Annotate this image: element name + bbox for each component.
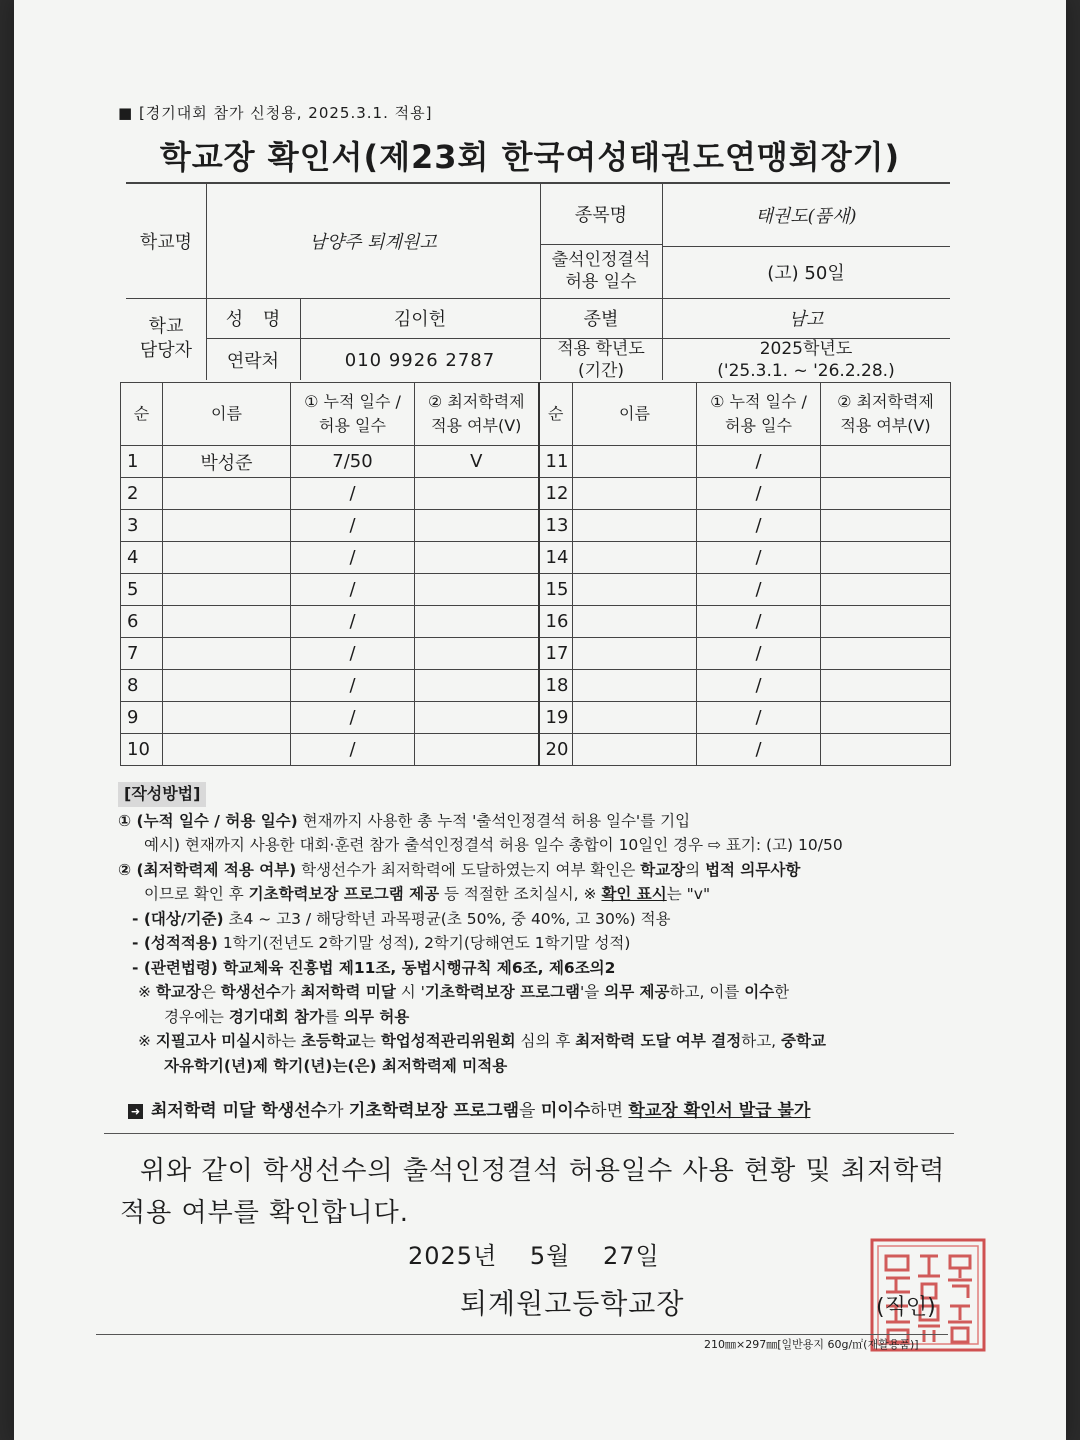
note-1-m: 한 bbox=[774, 983, 790, 1001]
roster-cell-left-name bbox=[163, 638, 291, 670]
year-value-line2: ('25.3.1. ~ '26.2.28.) bbox=[717, 361, 895, 381]
roster-cell-left-name bbox=[163, 510, 291, 542]
instruction-2-line2-a: 이므로 확인 후 bbox=[144, 885, 249, 903]
roster-cell-left-name: 박성준 bbox=[163, 446, 291, 478]
note-2-g: 심의 후 bbox=[515, 1032, 576, 1050]
document-title: 학교장 확인서(제23회 한국여성태권도연맹회장기) bbox=[159, 138, 901, 176]
header-days-right-line1: ① 누적 일수 / bbox=[710, 392, 807, 411]
roster-cell-right-days: / bbox=[697, 510, 821, 542]
notice-e: 미이수 bbox=[540, 1101, 591, 1121]
roster-cell-left-check bbox=[415, 638, 539, 670]
header-days-left-line2: 허용 일수 bbox=[319, 416, 386, 435]
roster-cell-right-name bbox=[573, 510, 697, 542]
note-1-d: 학생선수 bbox=[220, 983, 281, 1001]
contact-value: 010 9926 2787 bbox=[344, 349, 496, 371]
note-1-h: 기초학력보장 프로그램 bbox=[424, 983, 581, 1001]
roster-cell-left-no: 5 bbox=[121, 574, 163, 606]
roster-cell-right-check bbox=[821, 670, 951, 702]
detail-1-label: - (대상/기준) bbox=[132, 909, 224, 928]
roster-cell-right-days: / bbox=[697, 574, 821, 606]
roster-cell-right-days: / bbox=[697, 606, 821, 638]
note-2-h: 최저학력 도달 여부 결정 bbox=[575, 1032, 742, 1050]
note-1-i: '을 bbox=[580, 983, 605, 1001]
roster-cell-right-check bbox=[821, 574, 951, 606]
note-1-c: 은 bbox=[200, 983, 221, 1001]
roster-cell-left-days: / bbox=[291, 670, 415, 702]
detail-2-label: - (성적적용) bbox=[132, 934, 218, 952]
header-name-left: 이름 bbox=[163, 383, 291, 446]
instruction-2-line2-c: 등 적절한 조치실시, ※ bbox=[439, 885, 602, 903]
date-day: 27일 bbox=[603, 1242, 660, 1270]
note-1-line2-c: 를 bbox=[324, 1007, 344, 1026]
notice-b: 가 bbox=[327, 1101, 349, 1121]
roster-cell-left-days: / bbox=[291, 734, 415, 766]
instruction-2-text-a: 학생선수가 최저학력에 도달하였는지 여부 확인은 bbox=[296, 860, 641, 879]
roster-cell-left-check: V bbox=[415, 446, 539, 478]
roster-cell-left-name bbox=[163, 574, 291, 606]
form-code: ■ [경기대회 참가 신청용, 2025.3.1. 적용] bbox=[118, 104, 433, 122]
roster-cell-right-no: 19 bbox=[539, 702, 573, 734]
roster-cell-left-days: / bbox=[291, 606, 415, 638]
notice-d: 을 bbox=[519, 1101, 541, 1121]
school-name-label: 학교명 bbox=[139, 232, 193, 253]
instruction-1-label: ① (누적 일수 / 허용 일수) bbox=[118, 811, 298, 830]
roster-cell-left-name bbox=[163, 606, 291, 638]
table-row bbox=[121, 670, 951, 702]
note-1-l: 이수 bbox=[744, 983, 775, 1001]
roster-cell-left-name bbox=[163, 734, 291, 766]
header-days-right-line2: 허용 일수 bbox=[725, 416, 792, 435]
roster-cell-left-name bbox=[163, 702, 291, 734]
name-label: 성 명 bbox=[225, 309, 281, 330]
roster-cell-right-days: / bbox=[697, 734, 821, 766]
roster-cell-left-no: 1 bbox=[121, 446, 163, 478]
header-min-right-line2: 적용 여부(V) bbox=[840, 416, 931, 435]
roster-cell-right-no: 11 bbox=[539, 446, 573, 478]
note-1-k: 하고, 이를 bbox=[669, 983, 745, 1001]
instruction-2-text-c: 의 bbox=[685, 860, 706, 879]
roster-cell-right-name bbox=[573, 574, 697, 606]
table-row bbox=[121, 734, 951, 766]
arrow-right-icon: ➜ bbox=[128, 1104, 143, 1119]
roster-cell-left-no: 8 bbox=[121, 670, 163, 702]
instruction-2-bold-d: 법적 의무사항 bbox=[705, 860, 801, 879]
roster-cell-right-days: / bbox=[697, 542, 821, 574]
roster-cell-right-name bbox=[573, 542, 697, 574]
school-name-value: 남양주 퇴계원고 bbox=[309, 232, 437, 253]
roster-cell-right-days: / bbox=[697, 702, 821, 734]
header-min-left-line2: 적용 여부(V) bbox=[431, 416, 522, 435]
roster-cell-left-no: 2 bbox=[121, 478, 163, 510]
note-1-b: 학교장 bbox=[155, 983, 201, 1001]
header-name-right: 이름 bbox=[573, 383, 697, 446]
allowed-days-label bbox=[540, 244, 662, 298]
note-2-line2: 자유학기(년)제 학기(년)는(은) 최저학력제 미적용 bbox=[164, 1056, 508, 1075]
roster-cell-right-days: / bbox=[697, 670, 821, 702]
roster-cell-left-days: / bbox=[291, 478, 415, 510]
notice bbox=[128, 1096, 810, 1121]
instructions-heading: [작성방법] bbox=[118, 782, 206, 807]
principal-title: 퇴계원고등학교장 bbox=[460, 1287, 685, 1320]
instruction-2-label: ② (최저학력제 적용 여부) bbox=[118, 860, 297, 879]
roster-body bbox=[121, 446, 951, 766]
roster-cell-left-days: 7/50 bbox=[291, 446, 415, 478]
roster-cell-right-days: / bbox=[697, 446, 821, 478]
note-2-i: 하고, bbox=[741, 1032, 782, 1050]
instruction-1-text: 현재까지 사용한 총 누적 '출석인정결석 허용 일수'를 기입 bbox=[297, 811, 691, 830]
note-1-e: 가 bbox=[280, 983, 301, 1001]
note-1-j: 의무 제공 bbox=[604, 983, 670, 1001]
table-row bbox=[121, 510, 951, 542]
roster-cell-right-days: / bbox=[697, 478, 821, 510]
confirmation-text: 위와 같이 학생선수의 출석인정결석 허용일수 사용 현황 및 최저학력 적용 여부를 확인합니다. bbox=[120, 1156, 946, 1228]
instructions bbox=[118, 782, 958, 1078]
note-2-e: 는 bbox=[360, 1032, 381, 1050]
roster-cell-right-no: 15 bbox=[539, 574, 573, 606]
roster-cell-right-check bbox=[821, 606, 951, 638]
roster-cell-left-name bbox=[163, 542, 291, 574]
detail-2-text: 1학기(전년도 2학기말 성적), 2학기(당해연도 1학기말 성적) bbox=[217, 934, 631, 952]
note-1-line2-a: 경우에는 bbox=[164, 1007, 229, 1026]
instruction-1-example: 예시) 현재까지 사용한 대회·훈련 참가 출석인정결석 허용 일수 총합이 10일인 경우 ⇨ 표기: (고) 10/50 bbox=[144, 836, 843, 854]
instruction-2-line2-d: 확인 표시 bbox=[601, 885, 667, 903]
roster-cell-right-name bbox=[573, 606, 697, 638]
roster-cell-left-check bbox=[415, 510, 539, 542]
event-value: 태권도(품새) bbox=[755, 206, 857, 227]
year-label-line1: 적용 학년도 bbox=[557, 339, 645, 359]
allowed-days-label-line1: 출석인정결석 bbox=[551, 250, 651, 270]
table-row bbox=[121, 702, 951, 734]
table-row bbox=[121, 446, 951, 478]
roster-cell-right-no: 17 bbox=[539, 638, 573, 670]
roster-cell-left-name bbox=[163, 478, 291, 510]
issue-date bbox=[408, 1236, 684, 1271]
division-label: 종별 bbox=[583, 309, 619, 330]
roster-cell-right-check bbox=[821, 638, 951, 670]
note-2-d: 초등학교 bbox=[301, 1032, 361, 1050]
roster-cell-right-name bbox=[573, 734, 697, 766]
table-row bbox=[121, 638, 951, 670]
staff-label-line1: 학교 bbox=[148, 316, 184, 337]
roster-header-row bbox=[121, 383, 951, 446]
note-1-g: 시 ' bbox=[395, 983, 425, 1001]
roster-cell-left-days: / bbox=[291, 638, 415, 670]
header-no-left: 순 bbox=[121, 383, 163, 446]
roster-cell-right-no: 13 bbox=[539, 510, 573, 542]
roster-cell-left-check bbox=[415, 478, 539, 510]
roster-cell-right-name bbox=[573, 446, 697, 478]
notice-c: 기초학력보장 프로그램 bbox=[348, 1101, 520, 1121]
notice-f: 하면 bbox=[590, 1101, 629, 1121]
header-days-left bbox=[291, 383, 415, 446]
note-2-j: 중학교 bbox=[781, 1032, 826, 1050]
year-label-line2: (기간) bbox=[577, 361, 625, 381]
roster-cell-left-days: / bbox=[291, 542, 415, 574]
date-month: 5월 bbox=[529, 1242, 571, 1270]
detail-3-text: - (관련법령) 학교체육 진흥법 제11조, 동법시행규칙 제6조, 제6조의2 bbox=[132, 958, 616, 977]
note-1-line2-d: 의무 허용 bbox=[343, 1007, 410, 1026]
year-label bbox=[540, 338, 662, 382]
instruction-2-line2-b: 기초학력보장 프로그램 제공 bbox=[248, 885, 440, 903]
header-days-right bbox=[697, 383, 821, 446]
roster-cell-left-check bbox=[415, 606, 539, 638]
date-year: 2025년 bbox=[408, 1242, 498, 1270]
event-label: 종목명 bbox=[574, 205, 628, 226]
roster-cell-left-no: 9 bbox=[121, 702, 163, 734]
notice-g: 학교장 확인서 발급 불가 bbox=[628, 1101, 811, 1121]
division-value: 남고 bbox=[788, 309, 824, 330]
roster-cell-right-name bbox=[573, 638, 697, 670]
table-row bbox=[121, 478, 951, 510]
note-1-f: 최저학력 미달 bbox=[300, 983, 396, 1001]
divider-top bbox=[104, 1133, 954, 1134]
roster-cell-right-check bbox=[821, 702, 951, 734]
roster-cell-left-check bbox=[415, 542, 539, 574]
roster-cell-right-no: 16 bbox=[539, 606, 573, 638]
notice-a: 최저학력 미달 학생선수 bbox=[151, 1101, 328, 1121]
roster-table bbox=[120, 382, 951, 766]
roster-cell-left-check bbox=[415, 734, 539, 766]
note-1-line2-b: 경기대회 참가 bbox=[228, 1007, 325, 1026]
allowed-days-value: (고) 50일 bbox=[767, 263, 845, 284]
table-row bbox=[121, 574, 951, 606]
roster-cell-right-check bbox=[821, 510, 951, 542]
instruction-2-line2-e: 는 "v" bbox=[666, 885, 711, 903]
roster-cell-right-check bbox=[821, 542, 951, 574]
roster-cell-left-no: 3 bbox=[121, 510, 163, 542]
roster-cell-left-days: / bbox=[291, 574, 415, 606]
roster-cell-left-no: 4 bbox=[121, 542, 163, 574]
contact-label: 연락처 bbox=[226, 351, 280, 372]
header-min-right bbox=[821, 383, 951, 446]
header-min-left-line1: ② 최저학력제 bbox=[427, 392, 525, 411]
roster-cell-right-name bbox=[573, 670, 697, 702]
roster-cell-left-days: / bbox=[291, 510, 415, 542]
detail-1-text: 초4 ~ 고3 / 해당학년 과목평균(초 50%, 중 40%, 고 30%) 적용 bbox=[223, 909, 671, 928]
header-days-left-line1: ① 누적 일수 / bbox=[304, 392, 401, 411]
roster-cell-right-no: 14 bbox=[539, 542, 573, 574]
roster-cell-left-check bbox=[415, 574, 539, 606]
note-2-a: ※ bbox=[138, 1032, 156, 1050]
roster-cell-left-check bbox=[415, 702, 539, 734]
roster-cell-right-check bbox=[821, 734, 951, 766]
roster-cell-right-check bbox=[821, 478, 951, 510]
name-value: 김이헌 bbox=[393, 309, 447, 330]
table-row bbox=[121, 606, 951, 638]
paper-size-note: 210㎜×297㎜[일반용지 60g/㎡(재활용품)] bbox=[704, 1338, 919, 1351]
allowed-days-label-line2: 허용 일수 bbox=[565, 272, 637, 292]
note-2-c: 하는 bbox=[266, 1032, 302, 1050]
roster-cell-right-name bbox=[573, 478, 697, 510]
header-no-right: 순 bbox=[539, 383, 573, 446]
staff-label bbox=[126, 298, 206, 380]
instruction-2-bold-b: 학교장 bbox=[640, 860, 686, 879]
year-value bbox=[662, 338, 950, 382]
note-1-a: ※ bbox=[138, 983, 156, 1001]
year-value-line1: 2025학년도 bbox=[759, 339, 853, 359]
roster-cell-left-no: 6 bbox=[121, 606, 163, 638]
roster-cell-right-no: 20 bbox=[539, 734, 573, 766]
roster-cell-left-name bbox=[163, 670, 291, 702]
header-min-right-line1: ② 최저학력제 bbox=[837, 392, 934, 411]
header-min-left bbox=[415, 383, 539, 446]
divider-bottom bbox=[96, 1334, 948, 1335]
table-row bbox=[121, 542, 951, 574]
note-2-f: 학업성적관리위원회 bbox=[380, 1032, 516, 1050]
roster-cell-left-days: / bbox=[291, 702, 415, 734]
seal-label: (직인) bbox=[876, 1295, 936, 1320]
roster-cell-right-no: 18 bbox=[539, 670, 573, 702]
roster-cell-right-name bbox=[573, 702, 697, 734]
roster-cell-left-no: 7 bbox=[121, 638, 163, 670]
roster-cell-left-check bbox=[415, 670, 539, 702]
roster-cell-right-no: 12 bbox=[539, 478, 573, 510]
note-2-b: 지필고사 미실시 bbox=[155, 1032, 267, 1050]
roster-cell-left-no: 10 bbox=[121, 734, 163, 766]
roster-cell-right-check bbox=[821, 446, 951, 478]
roster-cell-right-days: / bbox=[697, 638, 821, 670]
staff-label-line2: 담당자 bbox=[139, 340, 193, 361]
